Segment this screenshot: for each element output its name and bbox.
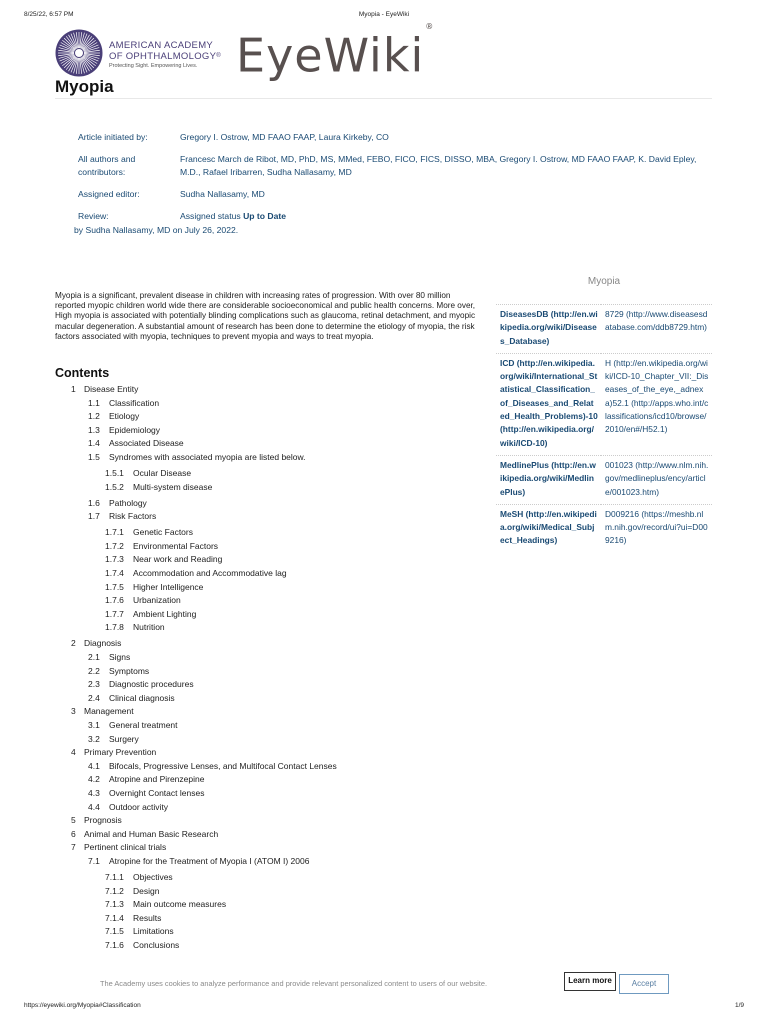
registered-mark: ® [425, 22, 435, 31]
toc-item-number: 1.5.1 [105, 468, 124, 478]
toc-item-number: 3.2 [88, 733, 100, 744]
toc-item-number: 2.2 [88, 665, 100, 676]
toc-item-number: 1.7.6 [105, 595, 124, 606]
toc-item-label: Prognosis [84, 815, 122, 826]
print-page-title: Myopia - EyeWiki [358, 11, 410, 18]
toc-item-number: 4.4 [88, 801, 100, 812]
toc-item-label: Epidemiology [109, 424, 161, 435]
toc-item-label: Symptoms [109, 665, 150, 676]
toc-item-number: 4.1 [88, 760, 100, 771]
toc-item-number: 3.1 [88, 720, 100, 730]
meta-row-review [78, 210, 698, 223]
toc-item-label: Syndromes with associated myopia are listed below. [109, 452, 306, 462]
print-page-number: 1/9 [734, 1002, 744, 1009]
infobox-row [496, 305, 712, 354]
toc-item-number: 4.3 [88, 788, 100, 798]
meta-row-editor [78, 188, 698, 201]
toc-item-number: 7.1.3 [105, 899, 124, 910]
toc-item-number: 1.7.1 [105, 527, 124, 538]
cookie-message: The Academy uses cookies to analyze performance and provide relevant personalized content to users of our website. [100, 979, 487, 988]
toc-item-label: Atropine for the Treatment of Myopia I (ATOM I) 2006 [109, 856, 310, 866]
eyewiki-wordmark[interactable]: EyeWiki® [236, 22, 435, 83]
infobox-label-link[interactable]: MedlinePlus (http://en.wikipedia.org/wiki/MedlinePlus) [496, 455, 601, 504]
toc-item-number: 7.1.4 [105, 912, 124, 923]
meta-value-link[interactable]: Gregory I. Ostrow, MD FAAO FAAP, Laura Kirkeby, CO [180, 132, 389, 142]
toc-item-number: 1.7.7 [105, 608, 124, 619]
toc-item-number: 1.7.5 [105, 581, 124, 592]
toc-item-number: 1.6 [88, 497, 100, 508]
infobox [496, 276, 712, 553]
toc-item-label: Urbanization [133, 595, 181, 606]
infobox-value-link[interactable]: 001023 (http://www.nlm.nih.gov/medlineplus/ency/article/001023.htm) [601, 455, 712, 504]
toc-item-label: Pertinent clinical trials [84, 842, 167, 853]
toc-item-number: 1 [71, 384, 76, 394]
toc-item-label: Risk Factors [109, 511, 157, 522]
toc-item-label: Etiology [109, 411, 140, 422]
toc-item-label: Higher Intelligence [133, 581, 204, 592]
meta-label: Assigned editor: [78, 189, 140, 199]
print-datetime: 8/25/22, 6:57 PM [24, 11, 74, 18]
accept-button[interactable]: Accept [619, 974, 669, 994]
toc-item-number: 4.2 [88, 774, 100, 785]
meta-value-link[interactable]: Sudha Nallasamy, MD [180, 189, 265, 199]
toc-item-label: Disease Entity [84, 384, 139, 394]
toc-item-label: Objectives [133, 872, 173, 882]
meta-row-initiated [78, 131, 698, 144]
toc-item-number: 2 [71, 638, 76, 649]
toc-item-label: Nutrition [133, 622, 165, 633]
org-tagline: Protecting Sight. Empowering Lives. [109, 63, 198, 69]
toc-item-number: 1.2 [88, 411, 100, 422]
toc-item-label: Animal and Human Basic Research [84, 828, 219, 839]
toc-item-label: Main outcome measures [133, 899, 227, 910]
infobox-label-link[interactable]: DiseasesDB (http://en.wikipedia.org/wiki/Diseases_Database) [496, 305, 601, 354]
review-status[interactable]: Assigned status Up to Date [180, 211, 287, 221]
page-title: Myopia [55, 77, 114, 96]
toc-item-label: Primary Prevention [84, 747, 157, 758]
infobox-value-link[interactable]: 8729 (http://www.diseasesdatabase.com/ddb8729.htm) [601, 305, 712, 354]
toc-item-number: 7 [71, 842, 76, 853]
aao-org-name [109, 40, 221, 69]
toc-item-number: 7.1.1 [105, 872, 124, 882]
org-name-line1: AMERICAN ACADEMY [109, 40, 214, 51]
infobox-value-link[interactable]: D009216 (https://meshb.nlm.nih.gov/record/ui?ui=D009216) [601, 504, 712, 552]
cookie-banner [0, 971, 768, 995]
toc-item-label: Associated Disease [109, 438, 184, 449]
toc-item-label: Management [84, 706, 134, 717]
infobox-row [496, 504, 712, 552]
toc-item-number: 2.3 [88, 679, 100, 690]
toc-item-label: Near work and Reading [133, 554, 223, 565]
infobox-row [496, 353, 712, 455]
toc-item-number: 1.7.3 [105, 554, 124, 565]
toc-item-label: Diagnostic procedures [109, 679, 194, 690]
toc-item-label: Design [133, 885, 160, 896]
toc-item-label: Overnight Contact lenses [109, 788, 205, 798]
toc-item-number: 4 [71, 747, 76, 758]
toc-item-number: 3 [71, 706, 76, 717]
toc-item-label: Signs [109, 652, 131, 662]
meta-label: Article initiated by: [78, 132, 148, 142]
toc-item-label: Ocular Disease [133, 468, 192, 478]
toc-item-number: 1.7 [88, 511, 100, 522]
toc-item-label: Accommodation and Accommodative lag [133, 568, 287, 578]
learn-more-button[interactable]: Learn more [564, 972, 616, 991]
toc-item-label: General treatment [109, 720, 178, 730]
toc-item-number: 1.7.2 [105, 540, 124, 551]
toc-item-label: Environmental Factors [133, 540, 219, 551]
toc-heading: Contents [55, 366, 110, 380]
infobox-caption: Myopia [587, 276, 621, 287]
review-byline: by Sudha Nallasamy, MD on July 26, 2022. [74, 225, 239, 235]
meta-label: All authors and contributors: [78, 154, 136, 177]
toc-item-label: Conclusions [133, 940, 180, 950]
toc-item-label: Genetic Factors [133, 527, 193, 538]
infobox-table [496, 304, 712, 553]
infobox-value-link[interactable]: H (http://en.wikipedia.org/wiki/ICD-10_Chapter_VII:_Diseases_of_the_eye,_adnexa)52.1 (http://apps.who.int/classifications/icd10/browse/2010/en#/H52.1) [601, 353, 712, 455]
toc-item-label: Results [133, 912, 162, 923]
toc-item-number: 1.5 [88, 452, 100, 462]
toc-item-number: 1.3 [88, 424, 100, 435]
toc-item-number: 7.1.5 [105, 926, 124, 937]
toc-item-number: 2.4 [88, 692, 100, 703]
toc-item-label: Multi-system disease [133, 481, 213, 492]
infobox-label-link[interactable]: MeSH (http://en.wikipedia.org/wiki/Medical_Subject_Headings) [496, 504, 601, 552]
toc-item-number: 7.1.6 [105, 940, 124, 950]
toc-item-number: 1.4 [88, 438, 100, 449]
toc-item-number: 1.5.2 [105, 481, 124, 492]
toc-item-label: Ambient Lighting [133, 608, 197, 619]
toc-item-number: 5 [71, 815, 76, 826]
toc-item-label: Bifocals, Progressive Lenses, and Multifocal Contact Lenses [109, 760, 337, 771]
meta-row-authors [78, 153, 698, 179]
toc-item-number: 1.7.4 [105, 568, 124, 578]
print-url: https://eyewiki.org/Myopia#Classification [24, 1002, 141, 1009]
meta-label: Review: [78, 211, 109, 221]
toc-item-label: Diagnosis [84, 638, 122, 649]
toc-item-label: Pathology [109, 497, 147, 508]
toc-item-label: Atropine and Pirenzepine [109, 774, 205, 785]
meta-value-link[interactable]: Francesc March de Ribot, MD, PhD, MS, MMed, FEBO, FICO, FICS, DISSO, MBA, Gregory I. Ostrow, MD FAAO FAAP, K. David Epley, M.D., Rafael Iribarren, Sudha Nallasamy, MD [180, 154, 697, 177]
review-status-bold: Up to Date [243, 211, 287, 221]
toc-item-label: Classification [109, 397, 160, 408]
toc-item-number: 6 [71, 828, 76, 839]
aao-seal-logo[interactable] [55, 29, 103, 77]
toc-item-label: Limitations [133, 926, 174, 937]
toc-item-number: 1.7.8 [105, 622, 124, 633]
article-meta [78, 131, 698, 232]
toc-item-number: 7.1 [88, 856, 100, 866]
toc-item-label: Clinical diagnosis [109, 692, 175, 703]
org-name-line2: OF OPHTHALMOLOGY® [109, 51, 221, 62]
toc-item-number: 2.1 [88, 652, 100, 662]
infobox-label-link[interactable]: ICD (http://en.wikipedia.org/wiki/International_Statistical_Classification_of_Diseases_and_Related_Health_Problems)-10 (http://en.wikipedia.org/wiki/ICD-10) [496, 353, 601, 455]
intro-paragraph: Myopia is a significant, prevalent disease in children with increasing rates of progression. With over 80 million reported myopic children world wide there are considerable socioeconomical and public health concerns. More over, High myopia is associated with potentially blinding complications such as glaucoma, retinal detachment, and myopic macular degeneration. A substantial amount of research has been done to determine the etiology of myopia, the risk factors associated with myopia, techniques to prevent myopia and ways to treat myopia. [55, 291, 476, 341]
title-divider [55, 98, 712, 99]
toc-item-label: Surgery [109, 733, 139, 744]
toc-item-number: 1.1 [88, 397, 100, 408]
toc-item-number: 7.1.2 [105, 885, 124, 896]
toc-item-label: Outdoor activity [109, 801, 169, 812]
infobox-row [496, 455, 712, 504]
